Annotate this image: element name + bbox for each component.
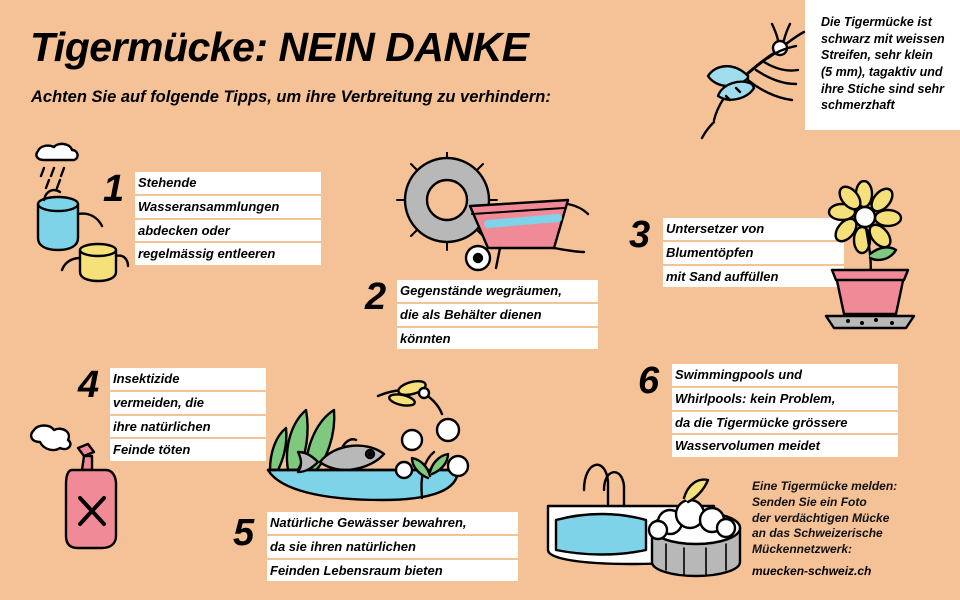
tip-text-5-line-3: Feinden Lebensraum bieten <box>270 560 515 582</box>
tip-text-3-line-3: mit Sand auffüllen <box>666 266 841 288</box>
report-footer <box>752 479 942 578</box>
tip-text-1-line-4: regelmässig entleeren <box>138 243 318 265</box>
tip-text-5 <box>270 512 515 583</box>
pond-fish-icon <box>262 366 492 511</box>
tip-text-5-line-2: da sie ihren natürlichen <box>270 536 515 558</box>
watering-can-icon <box>24 138 134 283</box>
tip-text-3-line-1: Untersetzer von <box>666 218 841 240</box>
tip-text-6-line-2: Whirlpools: kein Problem, <box>675 388 895 410</box>
tip-text-1-line-3: abdecken oder <box>138 220 318 242</box>
tip-text-2-line-1: Gegenstände wegräumen, <box>400 280 595 302</box>
tip-text-2-line-2: die als Behälter dienen <box>400 304 595 326</box>
tip-text-5-line-1: Natürliche Gewässer bewahren, <box>270 512 515 534</box>
tip-text-2 <box>400 280 595 351</box>
tip-text-1-line-2: Wasseransammlungen <box>138 196 318 218</box>
flowerpot-icon <box>800 180 940 330</box>
tip-text-6-line-4: Wasservolumen meidet <box>675 435 895 457</box>
report-line-1: Senden Sie ein Foto <box>752 494 867 509</box>
tip-number-2: 2 <box>365 276 387 318</box>
mosquito-info-text: Die Tigermücke ist schwarz mit weissen Streifen, sehr klein (5 mm), tagaktiv und ihre Stiche sind sehr schmerzhaft <box>821 15 945 113</box>
page-title: Tigermücke: NEIN DANKE <box>30 24 529 70</box>
tip-number-4: 4 <box>78 364 100 406</box>
tip-text-4 <box>113 368 263 463</box>
tip-text-4-line-2: vermeiden, die <box>113 392 263 414</box>
tip-text-1 <box>138 172 318 267</box>
tip-number-1: 1 <box>103 168 125 210</box>
tip-text-2-line-3: könnten <box>400 328 595 350</box>
tip-text-4-line-4: Feinde töten <box>113 439 263 461</box>
report-website-link[interactable]: muecken-schweiz.ch <box>752 564 872 578</box>
spray-bottle-icon <box>24 418 134 558</box>
report-line-4: Mückennetzwerk: <box>752 542 853 557</box>
tip-text-4-line-3: ihre natürlichen <box>113 416 263 438</box>
report-line-2: der verdächtigen Mücke <box>752 510 890 525</box>
tiger-mosquito-icon <box>690 18 810 143</box>
wheelbarrow-icon <box>392 152 592 282</box>
page-subtitle: Achten Sie auf folgende Tipps, um ihre Verbreitung zu verhindern: <box>31 88 551 106</box>
mosquito-info-box <box>805 0 960 130</box>
tip-text-3-line-2: Blumentöpfen <box>666 242 841 264</box>
pool-whirlpool-icon <box>538 428 768 578</box>
tip-text-6-line-3: da die Tigermücke grössere <box>675 412 895 434</box>
tip-number-5: 5 <box>233 512 255 554</box>
tip-number-3: 3 <box>629 214 651 256</box>
tip-text-6-line-1: Swimmingpools und <box>675 364 895 386</box>
report-heading: Eine Tigermücke melden: <box>752 478 898 493</box>
tip-text-4-line-1: Insektizide <box>113 368 263 390</box>
tip-number-6: 6 <box>638 360 660 402</box>
report-line-3: an das Schweizerische <box>752 526 883 541</box>
tip-text-1-line-1: Stehende <box>138 172 318 194</box>
